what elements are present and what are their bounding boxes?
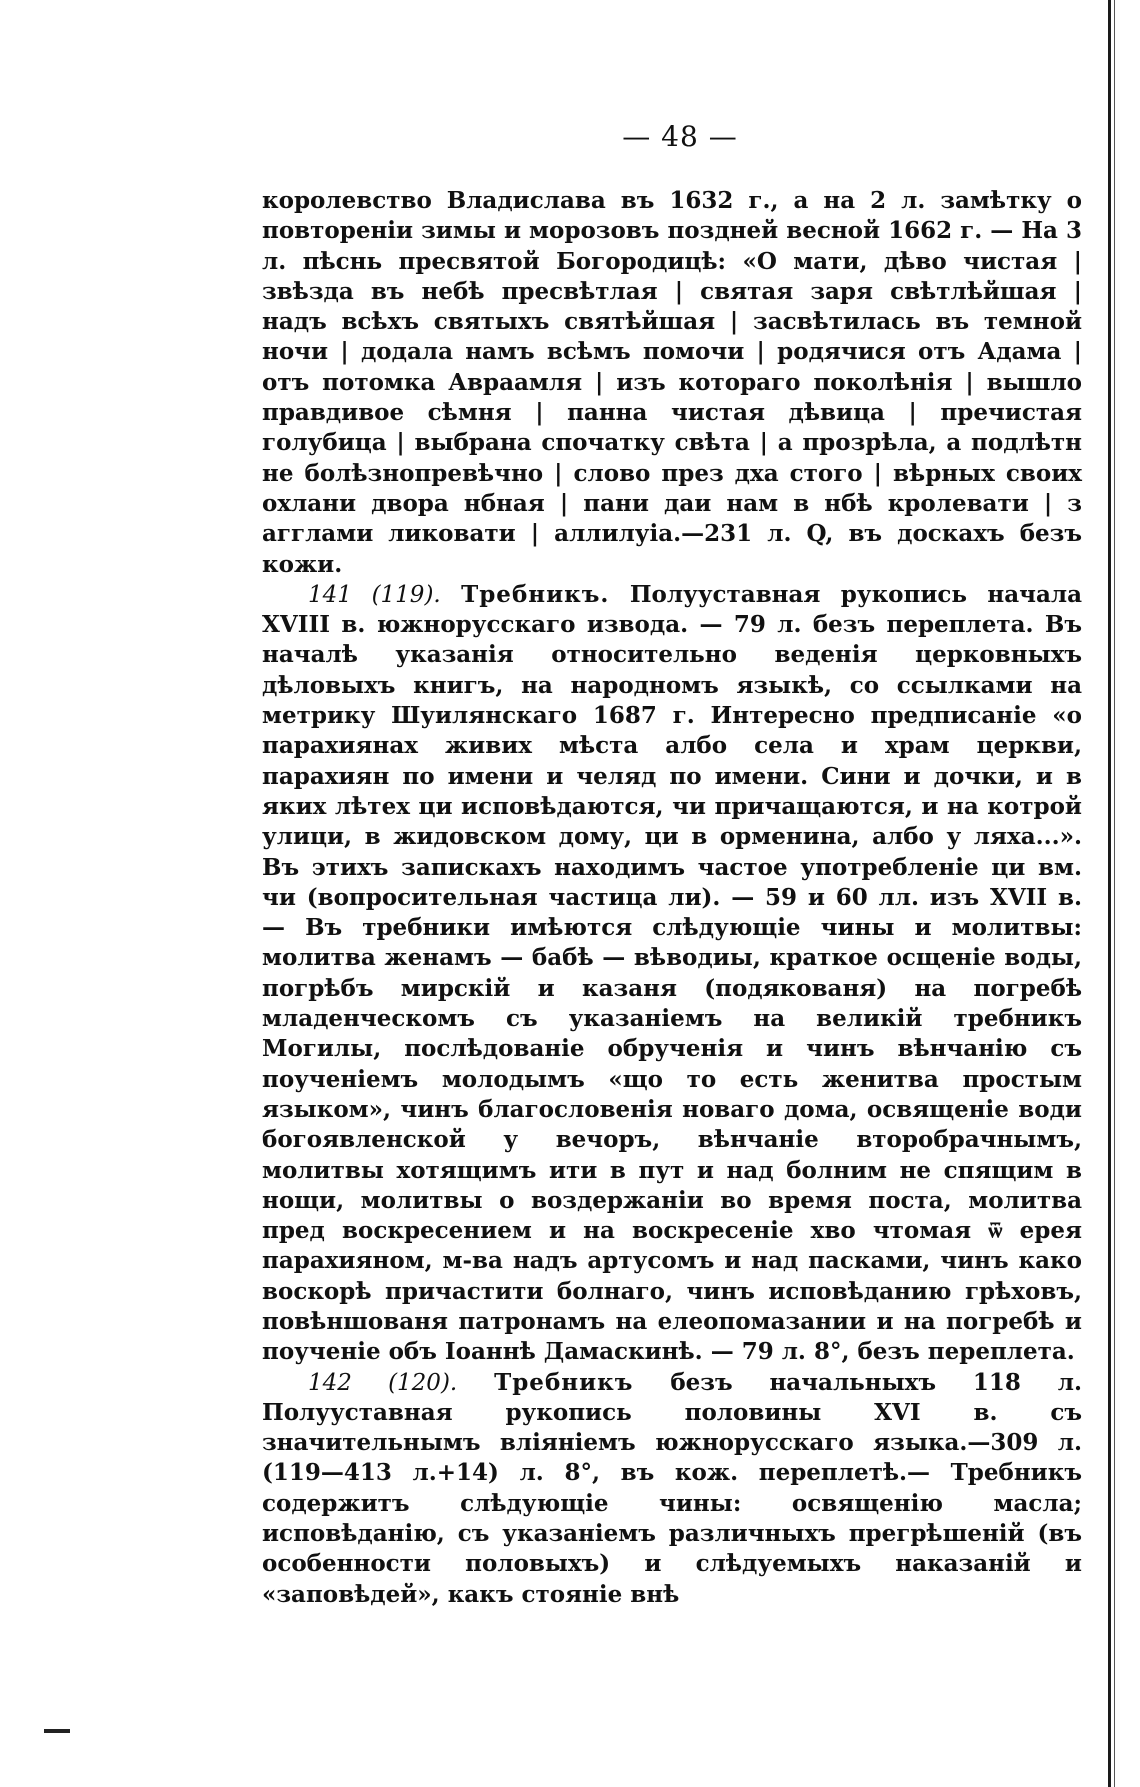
entry-number: 142 (120). xyxy=(308,1369,458,1396)
entry-text: Полууставная рукопись начала XVIII в. южнорусскаго извода. — 79 л. безъ переплета. Въ началѣ указанія относительно веденія церковныхъ дѣловыхъ книгъ, на народномъ языкѣ, со ссылками на метрику Шуилянскаго 1687 г. Интересно предписаніе «о парахиянах живих мѣста албо села и храм церкви, парахиян по имени и челяд по имени. Сини и дочки, и в яких лѣтех ци исповѣдаются, чи причащаются, и на котрой улици, в жидовском дому, ци в орменина, албо у ляха...». Въ этихъ запискахъ находимъ частое употребленіе ци вм. чи (вопросительная частица ли). — 59 и 60 лл. изъ XVII в. — Въ требники имѣются слѣдующіе чины и молитвы: молитва женамъ — бабѣ — вѣводиы, краткое осщеніе воды, погрѣбъ мирскій и казаня (подякованя) на погребѣ младенческомъ съ указаніемъ на великій требникъ Могилы, послѣдованіе обрученія и чинъ вѣнчанію съ поученіемъ молодымъ «що то есть женитва простым языком», чинъ благословенія новаго дома, освященіе води богоявленской у вечоръ, вѣнчаніе второбрачнымъ, молитвы хотящимъ ити в пут и над болним не спящим в нощи, молитвы о воздержаніи во время поста, молитва пред воскресением и на воскресеніе хво чтомая ѿ ерея парахияном, м-ва надъ артусомъ и над пасками, чинъ како воскорѣ причастити болнаго, чинъ исповѣданию грѣховъ, повѣншованя патронамъ на елеопомазании и на погребѣ и поученіе объ Іоаннѣ Дамаскинѣ. — 79 л. 8°, безъ переплета. xyxy=(262,580,1082,1366)
margin-mark xyxy=(44,1729,70,1733)
paragraph-entry-141 xyxy=(262,580,1082,1368)
page-number: — 48 — xyxy=(622,120,738,153)
entry-number: 141 (119). xyxy=(308,581,441,608)
page-edge-rule xyxy=(1108,0,1111,1787)
paragraph-entry-142 xyxy=(262,1368,1082,1610)
entry-title: Требникъ xyxy=(494,1368,634,1396)
page-edge-rule-inner xyxy=(1114,0,1115,1787)
body-text xyxy=(262,186,1082,1610)
entry-text: безъ начальныхъ 118 л. Полууставная рукопись половины XVI в. съ значительнымъ вліяніемъ южнорусскаго языка.—309 л. (119—413 л.+14) л. 8°, въ кож. переплетѣ.— Требникъ содержитъ слѣдующіе чины: освященію масла; исповѣданію, съ указаніемъ различныхъ прегрѣшеній (въ особенности половыхъ) и слѣдуемыхъ наказаній и «заповѣдей», какъ стояніе внѣ xyxy=(262,1368,1082,1608)
paragraph-continuation: королевство Владислава въ 1632 г., а на 2 л. замѣтку о повтореніи зимы и морозовъ поздней весной 1662 г. — На 3 л. пѣснь пресвятой Богородицѣ: «О мати, дѣво чистая | звѣзда въ небѣ пресвѣтлая | святая заря свѣтлѣйшая | надъ всѣхъ святыхъ святѣйшая | засвѣтилась въ темной ночи | додала намъ всѣмъ помочи | родячися отъ Адама | отъ потомка Авраамля | изъ котораго поколѣнія | вышло правдивое сѣмня | панна чистая дѣвица | пречистая голубица | выбрана спочатку свѣта | а прозрѣла, а подлѣтн не болѣзнопревѣчно | слово през дха стого | вѣрных своих охлани двора нбная | пани даи нам в нбѣ кролевати | з агглами ликовати | аллилуіа.—231 л. Q, въ доскахъ безъ кожи. xyxy=(262,187,1082,578)
entry-title: Требникъ. xyxy=(461,580,610,608)
